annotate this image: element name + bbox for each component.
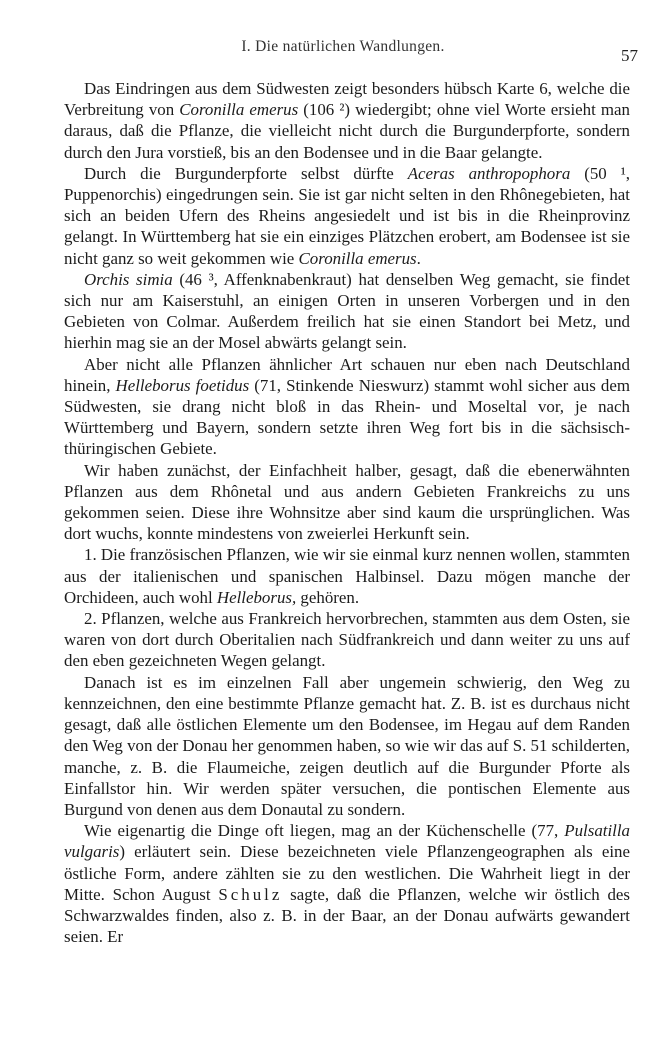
species-name: Helleborus,: [216, 587, 297, 607]
paragraph-kuechenschelle: [64, 820, 630, 947]
author-name: Schulz: [218, 884, 283, 904]
species-name: Orchis simia: [84, 269, 173, 289]
body-text: [64, 78, 630, 947]
paragraph-helleborus: [64, 354, 630, 460]
text-run: sagte, daß die Pflanzen, welche wir östlich des Schwarzwaldes finden, also z. B. in der Baar, an der Donau aufwärts gewandert seien. Er: [64, 884, 631, 947]
paragraph-aceras: [64, 163, 630, 269]
text-run: 1. Die französischen Pflanzen, wie wir sie einmal kurz nennen wollen, stammten aus der italienischen und spanischen Halbinsel. Dazu mögen manche der Orchideen, auch wohl: [64, 545, 630, 607]
species-name: Aceras anthropophora: [407, 163, 571, 183]
species-name: Coronilla emerus: [298, 248, 417, 268]
paragraph-weg: Danach ist es im einzelnen Fall aber ungemein schwierig, den Weg zu kennzeichnen, den eine bestimmte Pflanze gemacht hat. Z. B. ist es durchaus nicht gesagt, daß alle östlichen Elemente um den Bodensee, im Hegau auf dem Randen den Weg von der Donau her genommen haben, so wie wir das auf S. 51 schilderten, manche, z. B. die Flaumeiche, zeigen deutlich auf die Burgunder Pforte als Einfallstor hin. Wir werden später versuchen, die pontischen Elemente aus Burgund von denen aus dem Donautal zu sondern.: [64, 672, 630, 819]
text-run: (50 ¹, Puppenorchis) eingedrungen sein. Sie ist gar nicht selten in den Rhônegebieten, hat sich an beiden Ufern des Rheins angesiedelt und ist bis in die Rheinprovinz gelangt. In Württemberg hat sie ein einziges Plätzchen erobert, am Bodensee ist sie nicht ganz so weit gekommen wie: [64, 163, 630, 268]
paragraph-orchis: [64, 269, 630, 354]
paragraph-point-1: [64, 544, 630, 608]
text-run: (106 ²) wiedergibt; ohne viel Worte ersieht man daraus, daß die Pflanze, die vielleicht nicht durch die Burgunderpforte, sondern durch den Jura vorstieß, bis an den Bodensee und in die Baar gelangte.: [64, 100, 630, 162]
paragraph-herkunft: Wir haben zunächst, der Einfachheit halber, gesagt, daß die ebenerwähnten Pflanzen aus dem Rhônetal und aus andern Gebieten Frankreichs zu uns gekommen seien. Diese ihre Wohnsitze aber sind kaum die ursprünglichen. Was dort wuchs, konnte mindestens von zweierlei Herkunft sein.: [64, 460, 630, 544]
text-run: (71, Stinkende Nieswurz) stammt wohl sicher aus dem Südwesten, sie drang nicht bloß in das Rhein- und Moseltal vor, je nach Württemberg und Bayern, sondern setzte ihren Weg fort bis in die sächsisch-thüringischen Gebiete.: [64, 375, 630, 459]
page-number: 57: [621, 46, 638, 65]
species-name: Helleborus foetidus: [115, 375, 250, 395]
species-name: Pulsatilla vulgaris: [64, 821, 630, 862]
text-run: .: [416, 248, 421, 268]
text-run: Durch die Burgunderpforte selbst dürfte: [84, 163, 408, 183]
running-head: I. Die natürlichen Wandlungen.: [241, 38, 445, 55]
text-run: ) erläutert sein. Diese bezeichneten viele Pflanzengeographen als eine östliche Form, andere zählten sie zu den westlichen. Die Wahrheit liegt in der Mitte. Schon August: [64, 842, 630, 904]
text-run: (46 ³, Affenknabenkraut) hat denselben Weg gemacht, sie findet sich nur am Kaiserstuhl, an einigen Orten in unseren Vorbergen und in den Gebieten von Colmar. Außerdem freilich hat sie einen Standort bei Metz, und hierhin mag sie an der Mosel abwärts gelangt sein.: [64, 269, 630, 353]
paragraph-point-2: 2. Pflanzen, welche aus Frankreich hervorbrechen, stammten aus dem Osten, sie waren von dort durch Oberitalien nach Südfrankreich und dann weiter zu uns auf den eben gezeichneten Wegen gelangt.: [64, 609, 630, 671]
text-run: gehören.: [296, 587, 360, 607]
text-run: Wie eigenartig die Dinge oft liegen, mag an der Küchenschelle (77,: [84, 821, 565, 841]
species-name: Coronilla emerus: [179, 100, 299, 120]
text-run: Aber nicht alle Pflanzen ähnlicher Art schauen nur eben nach Deutschland hinein,: [64, 354, 630, 395]
text-run: Das Eindringen aus dem Südwesten zeigt besonders hübsch Karte 6, welche die Verbreitung von: [64, 79, 630, 120]
paragraph-coronilla: [64, 78, 630, 163]
page-header: [48, 36, 638, 64]
